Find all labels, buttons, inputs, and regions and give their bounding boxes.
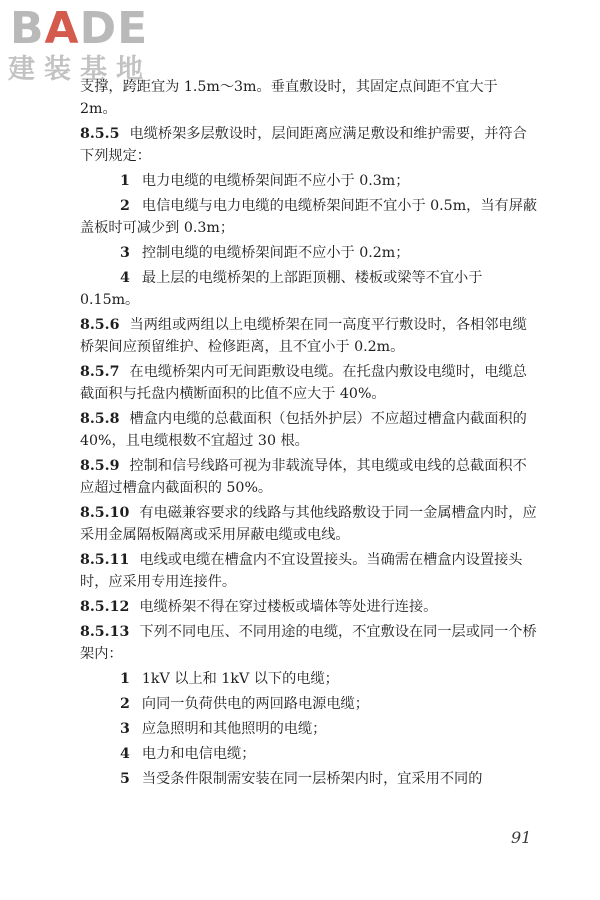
list-item: 3 控制电缆的电缆桥架间距不应小于 0.2m；: [120, 245, 410, 261]
brand-wordmark: BADE: [10, 3, 149, 54]
clause-8-5-7: 8.5.7 在电缆桥架内可无间距敷设电缆。在托盘内敷设电缆时，电缆总截面积与托盘内横断面积的比值不应大于 40%。: [80, 364, 527, 402]
list-item: 4 最上层的电缆桥架的上部距顶棚、楼板或梁等不宜小于 0.15m。: [80, 270, 483, 308]
clause-8-5-5: 8.5.5 电缆桥架多层敷设时，层间距离应满足敷设和维护需要，并符合下列规定：: [80, 126, 527, 164]
page-number: 91: [511, 828, 532, 847]
list-item: 1 1kV 以上和 1kV 以下的电缆；: [120, 671, 339, 687]
clause-8-5-10: 8.5.10 有电磁兼容要求的线路与其他线路敷设于同一金属槽盒内时，应采用金属隔板隔离或采用屏蔽电缆或电线。: [80, 505, 537, 543]
list-item: 2 电信电缆与电力电缆的电缆桥架间距不宜小于 0.5m，当有屏蔽盖板时可减少到 0.3m；: [80, 198, 538, 236]
list-item: 1 电力电缆的电缆桥架间距不应小于 0.3m；: [120, 173, 410, 189]
brand-subtitle: 建装基地: [8, 54, 152, 85]
clause-8-5-6: 8.5.6 当两组或两组以上电缆桥架在同一高度平行敷设时，各相邻电缆桥架间应预留维护、检修距离，且不宜小于 0.2m。: [80, 317, 527, 355]
clause-8-5-13: 8.5.13 下列不同电压、不同用途的电缆，不宜敷设在同一层或同一个桥架内：: [80, 624, 537, 662]
clause-8-5-8: 8.5.8 槽盒内电缆的总截面积（包括外护层）不应超过槽盒内截面积的 40%，且电缆根数不宜超过 30 根。: [80, 411, 527, 449]
list-item: 5 当受条件限制需安装在同一层桥架内时，宜采用不同的: [120, 771, 483, 787]
document-body: [80, 76, 538, 793]
paragraph-continuation: 支撑，跨距宜为 1.5m～3m。垂直敷设时，其固定点间距不宜大于 2m。: [80, 79, 498, 117]
list-item: 4 电力和电信电缆；: [120, 746, 256, 762]
clause-8-5-11: 8.5.11 电线或电缆在槽盒内不宜设置接头。当确需在槽盒内设置接头时，应采用专用连接件。: [80, 552, 523, 590]
clause-8-5-12: 8.5.12 电缆桥架不得在穿过楼板或墙体等处进行连接。: [80, 599, 438, 615]
list-item: 3 应急照明和其他照明的电缆；: [120, 721, 327, 737]
list-item: 2 向同一负荷供电的两回路电源电缆；: [120, 696, 369, 712]
clause-8-5-9: 8.5.9 控制和信号线路可视为非载流导体，其电缆或电线的总截面积不应超过槽盒内截面积的 50%。: [80, 458, 527, 496]
